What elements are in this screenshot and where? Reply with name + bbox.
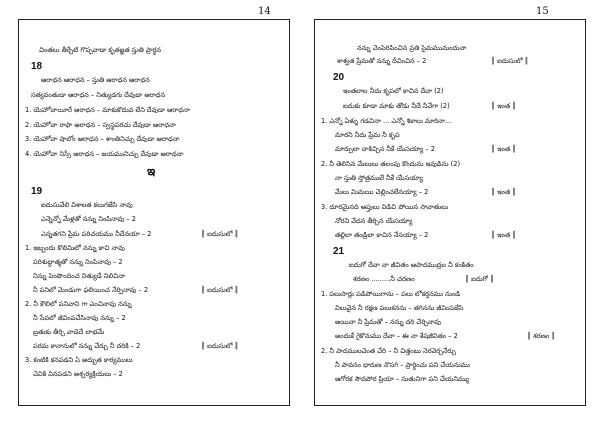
lyric-line: నీ పనిలో మెండుగా ఫలియించ నేర్పినావు – 2 <box>33 286 149 294</box>
refrain-marker: ║ ఇంత ║ <box>491 231 517 239</box>
lyric-line: తల్లిలా తండ్రిలా కాచిన నేసయ్యా – 2 <box>335 231 429 239</box>
song-intro-line: చింతలు తీర్చేటి గొప్పవాడా కృతజ్ఞత స్తుతి ప్రార్థన <box>39 46 162 54</box>
right-page <box>300 0 600 425</box>
refrain-label: ఐదుసులో <box>497 57 523 65</box>
lyric-line: మేలు మిమయి చెల్లించలేనయ్యా – 2 <box>335 188 429 196</box>
lyric-line: 1. పలుసార్లు పడిపోయిగాను – పలు లోకర్తనము నుండి <box>321 290 461 298</box>
lyric-line: విలువైన నీ రక్షణ పలుకనను – తగినను జీవింపజేసి <box>335 304 464 312</box>
lyric-line: అందుకే గైకొనుము దేవా – ఈ నా శేషజీవితం – 2 <box>335 332 458 340</box>
lyric-line: 2. నీ కౌలిలో పనివాని గా ఎంచినావు నన్ను <box>25 300 132 308</box>
lyric-line: 2. యెహోవా రాఫా ఆరాధన – స్వస్థపరచు దేవుడా ఆరాధనా <box>25 121 176 129</box>
lyric-line: మారని నీదు ప్రేమ నీ కృప <box>335 131 400 139</box>
lyric-line: శాశ్వత ప్రేమతో నన్ను దీవించిన – 2 <box>337 57 427 65</box>
lyric-line: చెవికి వినపడని అశ్చర్యక్రియలు – 2 <box>33 370 123 378</box>
lyric-line: పరిశుద్ధాత్మతో నన్ను నింపినావు – 2 <box>33 258 123 266</box>
refrain-marker: ║ ఇంత ║ <box>491 188 517 196</box>
lyric-line: అయినా నీ ప్రేమతో – నన్ను దరి చేర్చినావు <box>335 318 441 326</box>
lyric-line: ఎన్నెన్నో మేళ్లతో నన్ను నింపినావు – 2 <box>41 215 136 223</box>
lyric-line: ఇంతలాల నీదు కృపలో కాచిన దేవా (2) <box>343 87 444 95</box>
lyric-line: శరణం .........నీ చరణం <box>353 275 415 283</box>
lyric-line: 3. దూరమైనది ఆప్తులు విడిచి పోయిన సావాతులు <box>321 203 449 211</box>
refrain-marker: ║ ఇంత ║ <box>491 145 517 153</box>
refrain-marker: ║ శరణం ║ <box>527 332 556 340</box>
song-number: 20 <box>333 72 345 83</box>
refrain-label: శరణం <box>533 332 550 340</box>
lyric-line: ఐదుకు కూడా మాకు తోడు నీదే నీవేగా (2) <box>343 102 450 110</box>
lyric-line: నీ పావనం ధారుణ నొసగి – ప్రార్థించు పని చేయనుము <box>335 361 471 369</box>
lyric-line: 3. యెహోవా షాలోం ఆరాధన – శాంతినిచ్చు దేవుడా ఆరాధనా <box>25 135 180 143</box>
refrain-label: ఇంత <box>497 145 511 153</box>
refrain-marker: ║ ఐదుసులో ║ <box>491 57 529 65</box>
refrain-label: ఇంత <box>497 231 511 239</box>
song-number: 21 <box>333 246 345 257</box>
lyric-line: 2. నీ తెలిసిన మేలులు తలంపు కొందును ఇవుడిను (2) <box>321 160 461 168</box>
lyric-line: నోరని వేదన తీర్చిన యేసయ్యా <box>335 217 413 225</box>
lyric-line: బ్రతుకు తీర్చి వాడెదే లాభమే <box>33 328 105 336</box>
lyric-line: ఐదుసువేలి విశాలత కలుగజేసి నావు <box>41 201 133 209</box>
song-number: 19 <box>31 186 43 197</box>
refrain-label: ఐదుసులో <box>207 230 233 238</box>
lyric-line: ఆగోరక సౌవపోర ప్రియా – సుతునిగా పని చేయనిమ్ము <box>335 375 469 383</box>
refrain-label: ఐదుగో <box>471 275 489 283</box>
page-frame <box>314 19 586 406</box>
lyric-line: పరమ కానానులో నన్ను చేర్చు నీ దరికి – 2 <box>33 342 141 350</box>
refrain-marker: ║ ఐదుసులో ║ <box>201 342 239 350</box>
refrain-label: ఇంత <box>497 102 511 110</box>
section-separator: ఇ <box>147 164 156 178</box>
refrain-marker: ║ ఐదుసులో ║ <box>201 286 239 294</box>
refrain-marker: ║ ఐదుగో ║ <box>465 275 495 283</box>
lyric-line: సత్యవంతుడా ఆరాధన – నిత్యుడగు దేవుడా ఆరాధన <box>31 91 166 99</box>
lyric-line: ఆరాధన ఆరాధన – స్తుతి ఆరాధన ఆరాధన <box>41 76 150 84</box>
lyric-line: 2. నీ పాదములచెంత చేరి – నీ చిత్తంబు నెరవెర్చనేర్చు <box>321 347 456 355</box>
lyric-line: నిన్ను పెంపొందించ నిత్యుడే నిలిచినా <box>33 272 126 280</box>
refrain-label: ఐదుసులో <box>207 286 233 294</box>
refrain-marker: ║ ఇంత ║ <box>491 102 517 110</box>
song-number: 18 <box>31 61 43 72</box>
lyric-line: నన్ను చెంపెరిపించిన ప్రతి సైమముమందునా <box>357 44 467 52</box>
refrain-label: ఇంత <box>497 188 511 196</box>
lyric-line: మార్పులా నాకిచ్చిన నీకే యేసయ్యా – 2 <box>335 145 436 153</box>
page-number: 15 <box>536 6 549 17</box>
lyric-line: ఐదుగో దేవా నా జీవితం ఆపాదముద్రల నీ కంకితం <box>349 261 474 269</box>
lyric-line: 1. ఇబ్బందు కొలిమిలో నన్ను కాచి నావు <box>25 244 125 252</box>
lyric-line: 3. కంటికి కనపడని ఏ అద్భుత కార్యములు <box>25 356 133 364</box>
refrain-label: ఐదుసులో <box>207 342 233 350</box>
lyric-line: ఎన్నతగని ప్రేమ పరిచయము నీదేనయా – 2 <box>41 230 152 238</box>
refrain-marker: ║ ఐదుసులో ║ <box>201 230 239 238</box>
lyric-line: 1. ఎన్నో ఏళ్ళు గడచినా ... ఎన్నో శికాలు మారినా... <box>321 117 452 125</box>
lyric-line: 4. యెహోవా నిస్సీ ఆరాధన – జయమునిచ్చు దేవుడా ఆరాధనా <box>25 150 184 158</box>
page-number: 14 <box>258 6 271 17</box>
lyric-line: నా స్తుతి స్తోత్రములే నీకే యేసయ్యా <box>335 174 423 182</box>
page-frame <box>18 19 290 406</box>
lyric-line: 1. యెహోవాయీరే ఆరాధన – మాకుకొదువ లేని దేవుడా ఆరాధనా <box>25 106 190 114</box>
lyric-line: నీ సేవలో జీవింపచేసినావు నన్ను – 2 <box>33 314 126 322</box>
